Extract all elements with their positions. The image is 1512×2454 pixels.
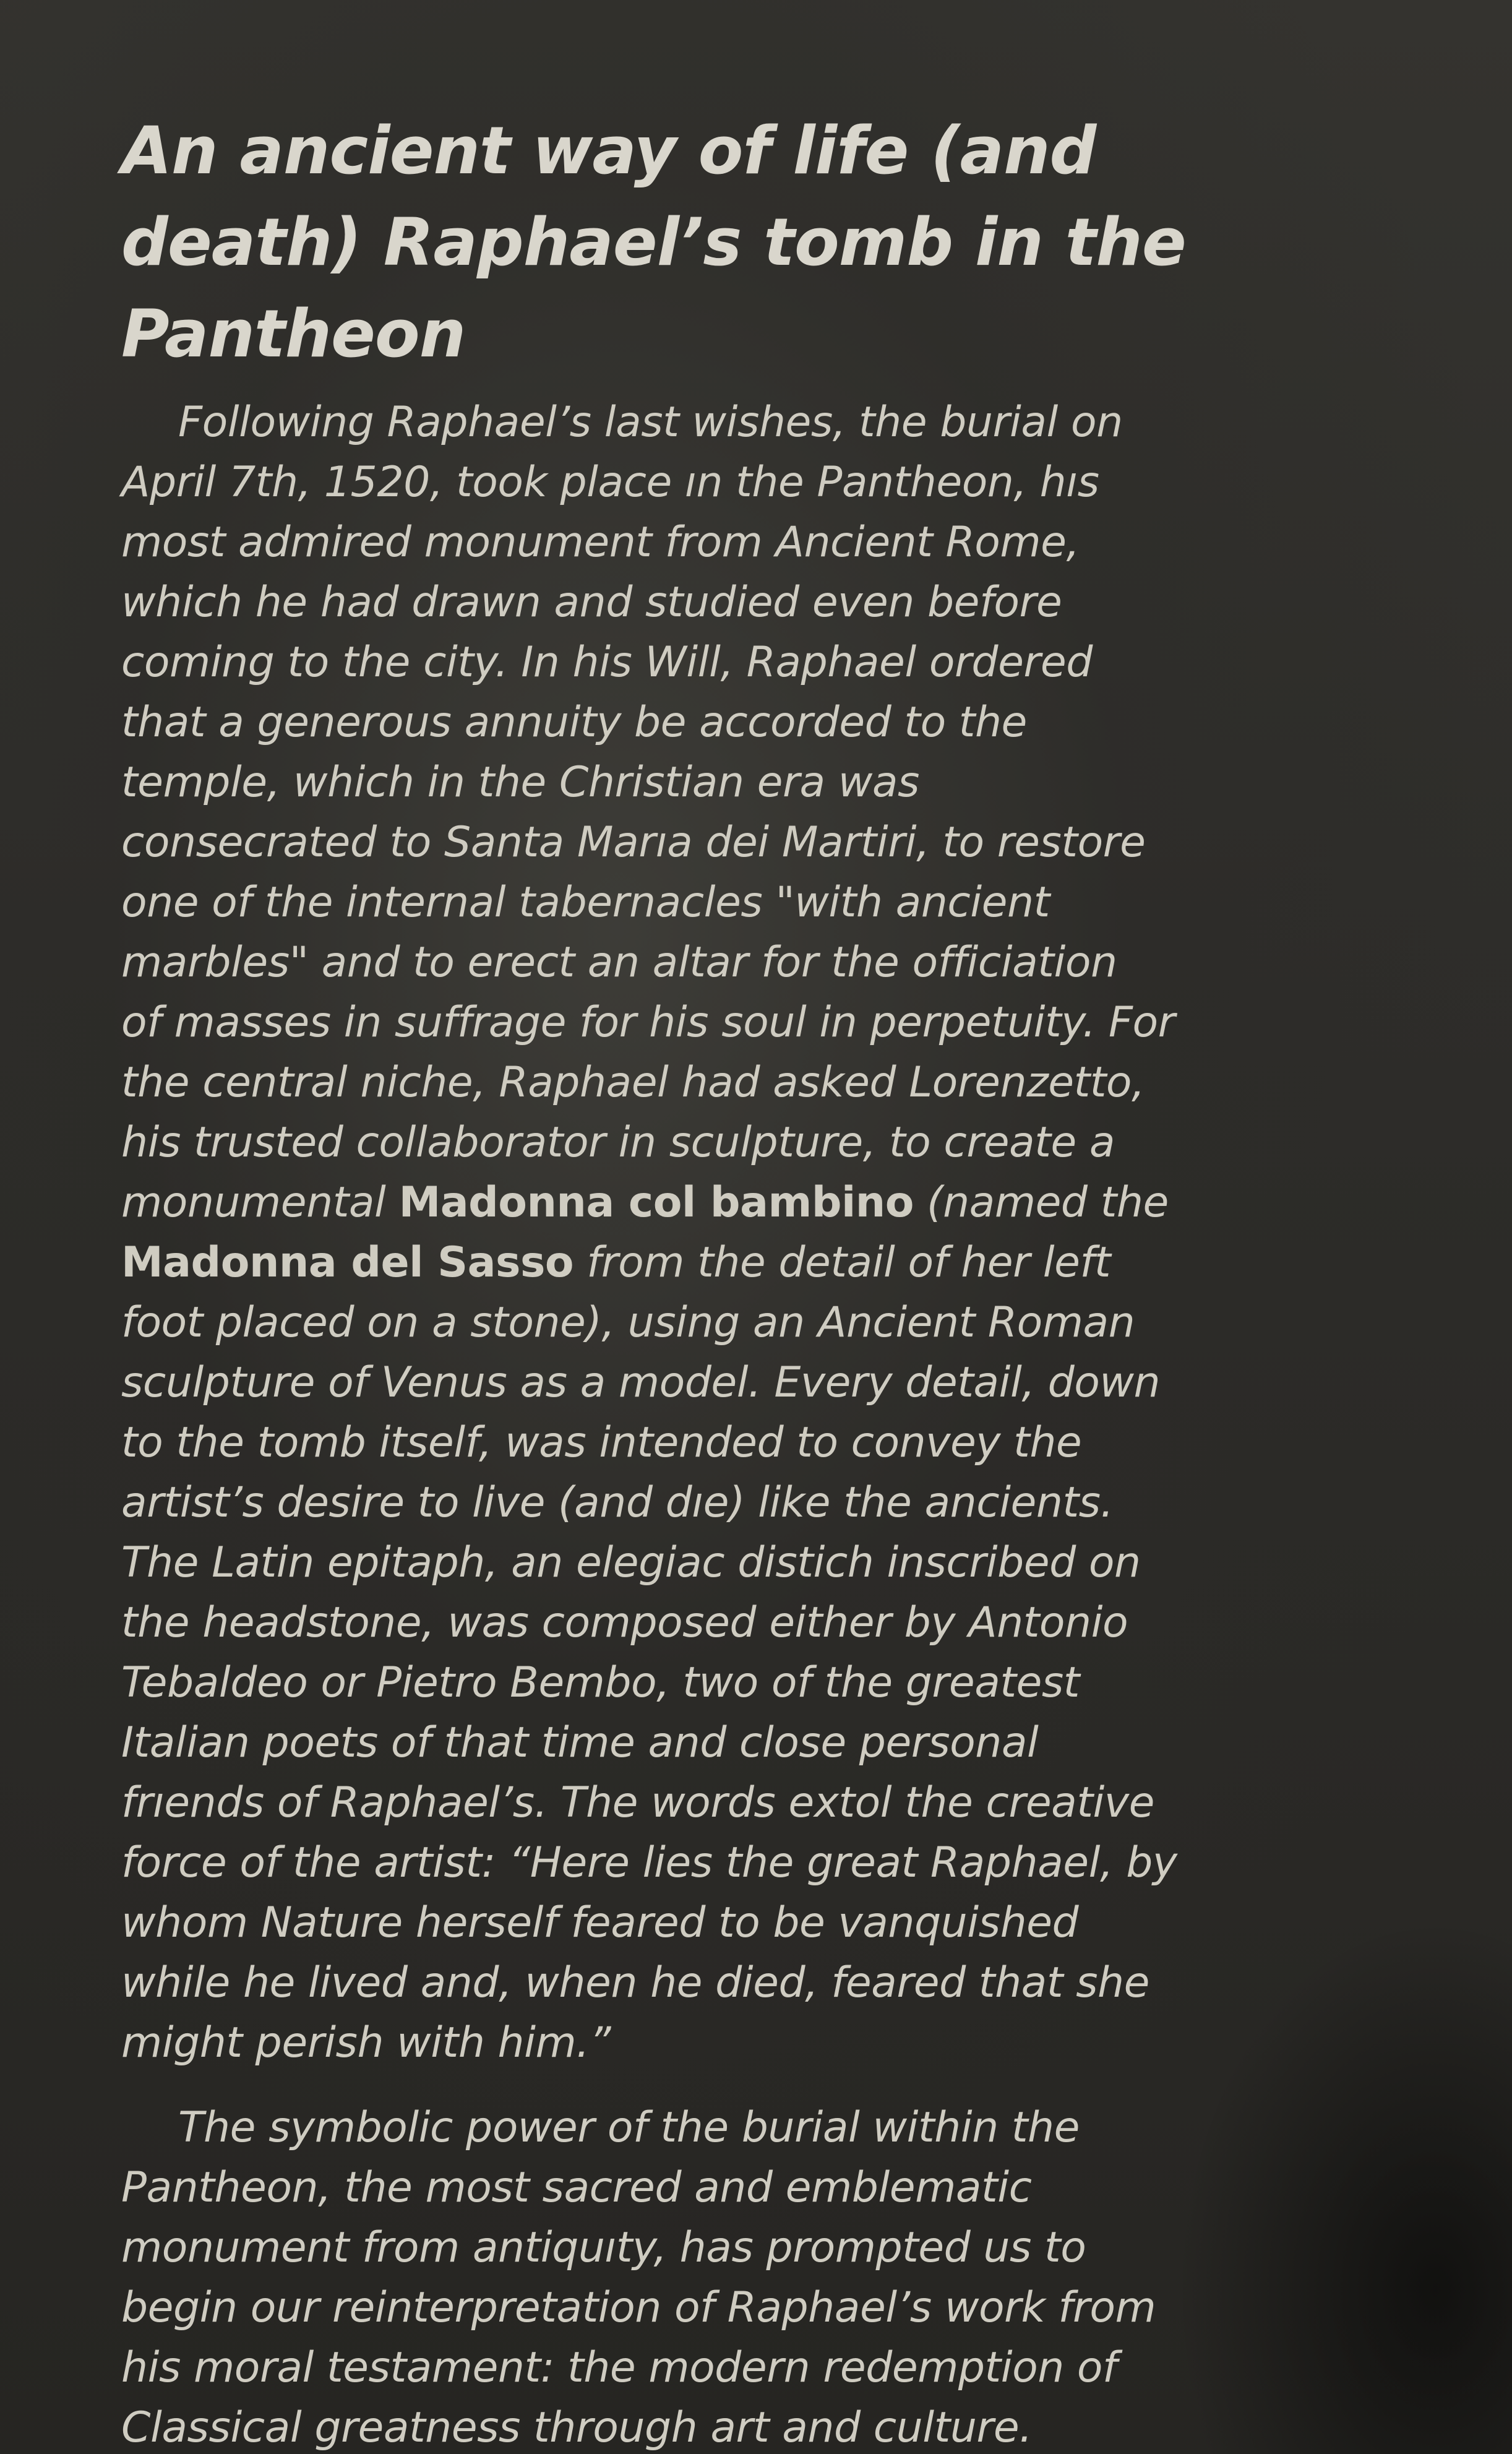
text-line: artist’s desire to live (and dıe) like the ancients. xyxy=(121,1478,1114,1527)
text-line: temple, which in the Christian era was xyxy=(121,758,919,807)
artwork-title-madonna-col-bambino: Madonna col bambino xyxy=(398,1178,914,1227)
title-line: Pantheon xyxy=(121,296,466,372)
text-line: Tebaldeo or Pietro Bembo, two of the greatest xyxy=(121,1658,1080,1707)
text-line: April 7th, 1520, took place ın the Pantheon, hıs xyxy=(121,458,1099,507)
title-line: death) Raphael’s tomb in the xyxy=(121,204,1186,280)
text-line: whom Nature herself feared to be vanquished xyxy=(121,1898,1079,1947)
text-line: frıends of Raphael’s. The words extol the creative xyxy=(121,1778,1154,1827)
text-line: force of the artist: “Here lies the great Raphael, by xyxy=(121,1838,1177,1887)
text-line: foot placed on a stone), using an Ancient Roman xyxy=(121,1298,1135,1347)
text-line: monument from antiquıty, has prompted us to xyxy=(121,2223,1086,2272)
text-line: that a generous annuity be accorded to the xyxy=(121,698,1027,747)
text-line: marbles" and to erect an altar for the officiation xyxy=(121,938,1117,987)
text-line: sculpture of Venus as a model. Every detail, down xyxy=(121,1358,1161,1407)
text-line: most admired monument from Ancient Rome, xyxy=(121,518,1080,567)
text-line: of masses in suffrage for his soul in perpetuity. For xyxy=(121,998,1175,1047)
text-fragment: (named the xyxy=(913,1178,1169,1227)
label-title xyxy=(121,105,1346,380)
text-line: Pantheon, the most sacred and emblematic xyxy=(121,2163,1032,2212)
text-line: The symbolic power of the burial within the xyxy=(178,2103,1080,2152)
text-line-with-artwork-title xyxy=(121,1173,1346,1233)
text-line: while he lived and, when he died, feared that she xyxy=(121,1958,1149,2007)
title-line: An ancient way of life (and xyxy=(121,113,1096,189)
paragraph-symbolic-power xyxy=(121,2098,1346,2454)
text-line: The Latin epitaph, an elegiac distich inscribed on xyxy=(121,1538,1141,1587)
text-line-with-artwork-title xyxy=(121,1233,1346,1293)
text-line: to the tomb itself, was intended to convey the xyxy=(121,1418,1082,1467)
paragraph-burial xyxy=(121,392,1346,2073)
text-line: one of the internal tabernacles "with ancient xyxy=(121,878,1050,927)
text-line: begin our reinterpretation of Raphael’s work from xyxy=(121,2283,1156,2332)
text-line: Classical greatness through art and culture. xyxy=(121,2403,1033,2452)
text-line: consecrated to Santa Marıa dei Martiri, to restore xyxy=(121,818,1146,867)
artwork-title-madonna-del-sasso: Madonna del Sasso xyxy=(121,1238,574,1287)
text-fragment: monumental xyxy=(121,1178,399,1227)
exhibition-label xyxy=(121,105,1346,2454)
text-line: the central niche, Raphael had asked Lorenzetto, xyxy=(121,1058,1145,1107)
text-line: coming to the city. In his Will, Raphael ordered xyxy=(121,638,1093,687)
text-line: his moral testament: the modern redemption of xyxy=(121,2343,1117,2392)
text-line: Italian poets of that time and close personal xyxy=(121,1718,1039,1767)
text-fragment: from the detail of her left xyxy=(573,1238,1111,1287)
text-line: might perish with him.” xyxy=(121,2018,611,2067)
text-line: which he had drawn and studied even before xyxy=(121,578,1062,627)
text-line: Following Raphael’s last wishes, the burial on xyxy=(178,398,1123,447)
text-line: his trusted collaborator in sculpture, to create a xyxy=(121,1118,1115,1167)
text-line: the headstone, was composed either by Antonio xyxy=(121,1598,1128,1647)
